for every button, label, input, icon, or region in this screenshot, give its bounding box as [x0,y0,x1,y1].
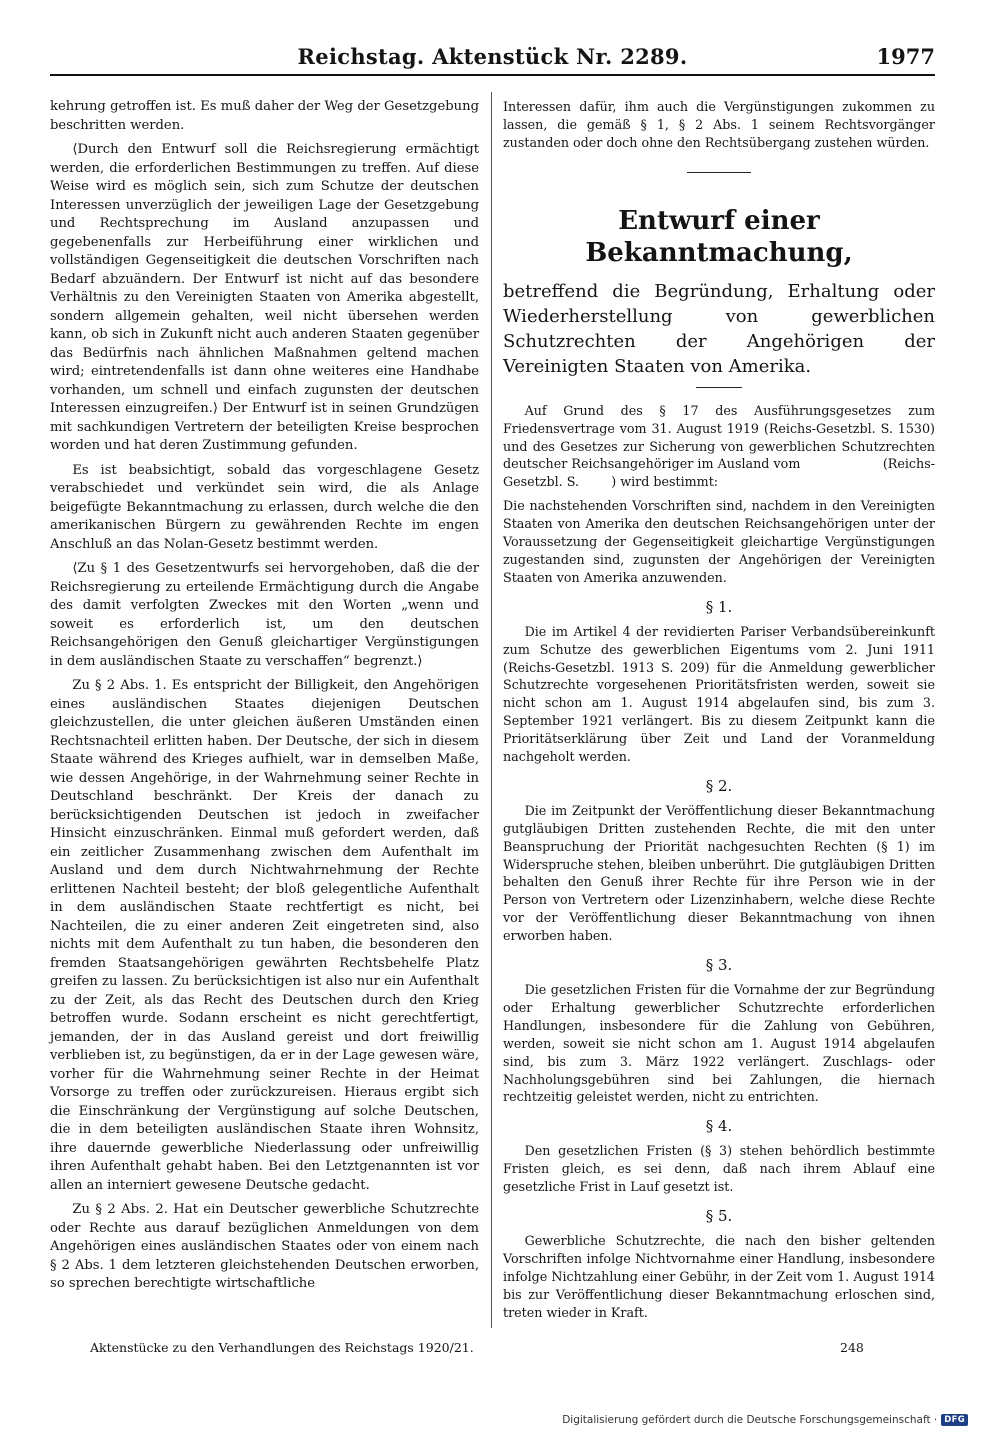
paragraph: Es ist beabsichtigt, sobald das vorgeschlagene Gesetz verabschiedet und verkündet sein wird, die als Anlage beigefügte Bekanntmachung zu erlassen, durch welche die den amerikanischen Bürgern zu gewährenden Rechte im engen Anschluß an das Nolan-Gesetz bestimmt werden. [50,462,479,552]
section-text: Die im Artikel 4 der revidierten Pariser Verbandsübereinkunft zum Schutze des gewerblichen Eigentums vom 2. Juni 1911 (Reichs-Gesetzbl. 1913 S. 209) für die Anmeldung gewerblicher Schutzrechte vorgesehenen Prioritätsfristen werden, soweit sie nicht schon am 1. August 1914 abgelaufen sind, bis zum 3. September 1921 verlängert. Bis zu diesem Zeitpunkt kann die Prioritätserklärung über Zeit und Land der Voranmeldung nachgeholt werden. [503,623,935,765]
section-heading: § 3. [705,956,733,975]
separator-rule [687,172,751,173]
paragraph: Zu § 2 Abs. 1. Es entspricht der Billigkeit, den Angehörigen eines ausländischen Staates diejenigen Deutschen gleichzustellen, die unter gleichen äußeren Umständen einen Rechtsnachteil erlitten haben. Der Deutsche, der sich in diesem Staate während des Krieges aufhielt, war in demselben Maße, wie dessen Angehörige, in der Wahrnehmung seiner Rechte in Deutschland beschränkt. Der Kreis der danach zu berücksichtigenden Deutschen ist jedoch in zweifacher Hinsicht einzuschränken. Einmal muß gefordert werden, daß ein zeitlicher Zusammenhang zwischen dem Aufenthalt im Ausland und dem durch Nichtwahrnehmung der Rechte erlittenen Nachteil besteht; der bloß gelegentliche Aufenthalt in dem ausländischen Staate rechtfertigt es nicht, bei Nachteilen, die zu einer anderen Zeit eingetreten sind, also nichts mit dem Aufenthalt zu tun haben, die besonderen den fremden Staatsangehörigen gewährten Rechtsbehelfe Platz greifen zu lassen. Zu berücksichtigen ist also nur ein Aufenthalt zu der Zeit, als das Recht des Deutschen durch den Krieg betroffen wurde. Sodann erscheint es nicht gerechtfertigt, jemanden, der in das Ausland gereist und dort freiwillig verblieben ist, zu begünstigen, da er in der Lage gewesen wäre, vorher für die Wahrnehmung seiner Rechte in der Heimat Vorsorge zu treffen oder zurückzureisen. Hieraus ergibt sich die Einschränkung der Vergünstigung auf solche Deutschen, die in dem beteiligten ausländischen Staate ihren Wohnsitz, ihre dauernde gewerbliche Niederlassung oder unfreiwillig ihren Aufenthalt gehabt haben. Bei den Letztgenannten ist vor allen an interniert gewesene Deutsche gedacht. [50,678,479,1193]
section-heading: § 5. [705,1206,733,1225]
dfg-logo-icon: DFG [941,1414,968,1426]
section-text: Den gesetzlichen Fristen (§ 3) stehen behördlich bestimmte Fristen gleich, es sei denn, daß nach ihrem Ablauf eine gesetzliche Frist in Lauf gesetzt ist. [503,1143,935,1195]
page-number: 1977 [876,44,935,69]
page-title: Reichstag. Aktenstück Nr. 2289. [297,44,688,69]
page-header [50,44,935,80]
digitization-credit [562,1414,968,1426]
section-text: Die gesetzlichen Fristen für die Vornahme der zur Begründung oder Erhaltung gewerblicher Schutzrechte erforderlichen Handlungen, insbesondere für die Zahlung von Gebühren, werden, soweit sie nicht schon am 1. August 1914 abgelaufen sind, bis zum 3. März 1922 verlängert. Zuschlags- oder Nachholungsgebühren sind bei Zahlungen, die hiernach rechtzeitig geleistet werden, nicht zu entrichten. [503,982,935,1105]
left-column [50,98,479,1300]
paragraph: Interessen dafür, ihm auch die Vergünstigungen zukommen zu lassen, die gemäß § 1, § 2 Abs. 1 seinem Rechtsvorgänger zustanden oder doch ohne den Rechtsübergang zustehen würden. [503,99,935,150]
section-heading: § 4. [705,1117,733,1136]
paragraph: ⟨Zu § 1 des Gesetzentwurfs sei hervorgehoben, daß die der Reichsregierung zu erteilende Ermächtigung durch die Angabe des damit verfolgten Zweckes mit den Worten „wenn und soweit es erforderlich ist, um den deutschen Reichsangehörigen den Genuß gleichartiger Vergünstigungen in dem ausländischen Staate zu verschaffen“ begrenzt.⟩ [50,561,479,669]
separator-rule [696,387,742,388]
column-divider [491,92,492,1328]
paragraph: kehrung getroffen ist. Es muß daher der Weg der Gesetzgebung beschritten werden. [50,99,479,133]
section-heading: § 1. [705,597,733,616]
section-heading: § 2. [705,776,733,795]
announcement-subtitle: betreffend die Begründung, Erhaltung oder Wiederherstellung von gewerblichen Schutzrechten der Angehörigen der Vereinigten Staaten von Amerika. [503,280,935,377]
header-rule [50,74,935,76]
footer-source: Aktenstücke zu den Verhandlungen des Reichstags 1920/21. [90,1340,474,1355]
section-text: Die im Zeitpunkt der Veröffentlichung dieser Bekanntmachung gutgläubigen Dritten zustehenden Rechte, die mit den unter Beanspruchung der Priorität nachgesuchten Rechten (§ 1) im Widerspruche stehen, bleiben unberührt. Die gutgläubigen Dritten behalten den Genuß ihrer Rechte für ihre Person wie in der Person von Vertretern oder Lizenzinhabern, welche diese Rechte vor der Veröffentlichung dieser Bekanntmachung von ihnen erworben haben. [503,802,935,944]
right-column [503,98,940,1327]
preamble: Auf Grund des § 17 des Ausführungsgesetzes zum Friedensvertrage vom 31. August 1919 (Reichs-Gesetzbl. S. 1530) und des Gesetzes zur Sicherung von gewerblichen Schutzrechten deutscher Reichsangehöriger im Ausland vom (Reichs-Gesetzbl. S. ) wird bestimmt: [503,402,940,490]
page-footer [50,1340,935,1362]
announcement-title: Entwurf einer Bekanntmachung, [585,205,853,268]
section-text: Gewerbliche Schutzrechte, die nach den bisher geltenden Vorschriften infolge Nichtvornahme einer Handlung, insbesondere infolge Nichtzahlung einer Gebühr, in der Zeit vom 1. August 1914 bis zur Veröffentlichung dieser Bekanntmachung erloschen sind, treten wieder in Kraft. [503,1232,935,1320]
decree-clause: Die nachstehenden Vorschriften sind, nachdem in den Vereinigten Staaten von Amerika den deutschen Reichsangehörigen unter der Voraussetzung der Gegenseitigkeit gleichartige Vergünstigungen zugestanden sind, zugunsten der Angehörigen der Vereinigten Staaten von Amerika anzuwenden. [503,498,935,585]
paragraph: ⟨Durch den Entwurf soll die Reichsregierung ermächtigt werden, die erforderlichen Bestimmungen zu treffen. Auf diese Weise wird es möglich sein, sich zum Schutze der deutschen Interessen unverzüglich der jeweiligen Lage der Gesetzgebung und Rechtsprechung im Ausland anzupassen und gegebenenfalls zur Herbeiführung einer wirklichen und vollständigen Gegenseitigkeit die deutschen Vorschriften nach Bedarf abzuändern. Der Entwurf ist nicht auf das besondere Verhältnis zu den Vereinigten Staaten von Amerika abgestellt, sondern allgemein gehalten, weil nicht übersehen werden kann, ob sich in Zukunft nicht auch anderen Staaten gegenüber das Bedürfnis nach ähnlichen Maßnahmen geltend machen wird; eintretendenfalls ist dann ohne weiteres eine Handhabe vorhanden, um schnell und einfach zugunsten der deutschen Interessen einzugreifen.⟩ Der Entwurf ist in seinen Grundzügen mit sachkundigen Vertretern der beteiligten Kreise besprochen worden und hat deren Zustimmung gefunden. [50,142,479,453]
paragraph: Zu § 2 Abs. 2. Hat ein Deutscher gewerbliche Schutzrechte oder Rechte aus darauf bezüglichen Anmeldungen von dem Angehörigen eines ausländischen Staates oder von einem nach § 2 Abs. 1 dem letzteren gleichstehenden Deutschen erworben, so sprechen berechtigte wirtschaftliche [50,1202,479,1291]
credit-text: Digitalisierung gefördert durch die Deutsche Forschungsgemeinschaft · [562,1414,938,1426]
footer-sheet-number: 248 [840,1340,864,1355]
